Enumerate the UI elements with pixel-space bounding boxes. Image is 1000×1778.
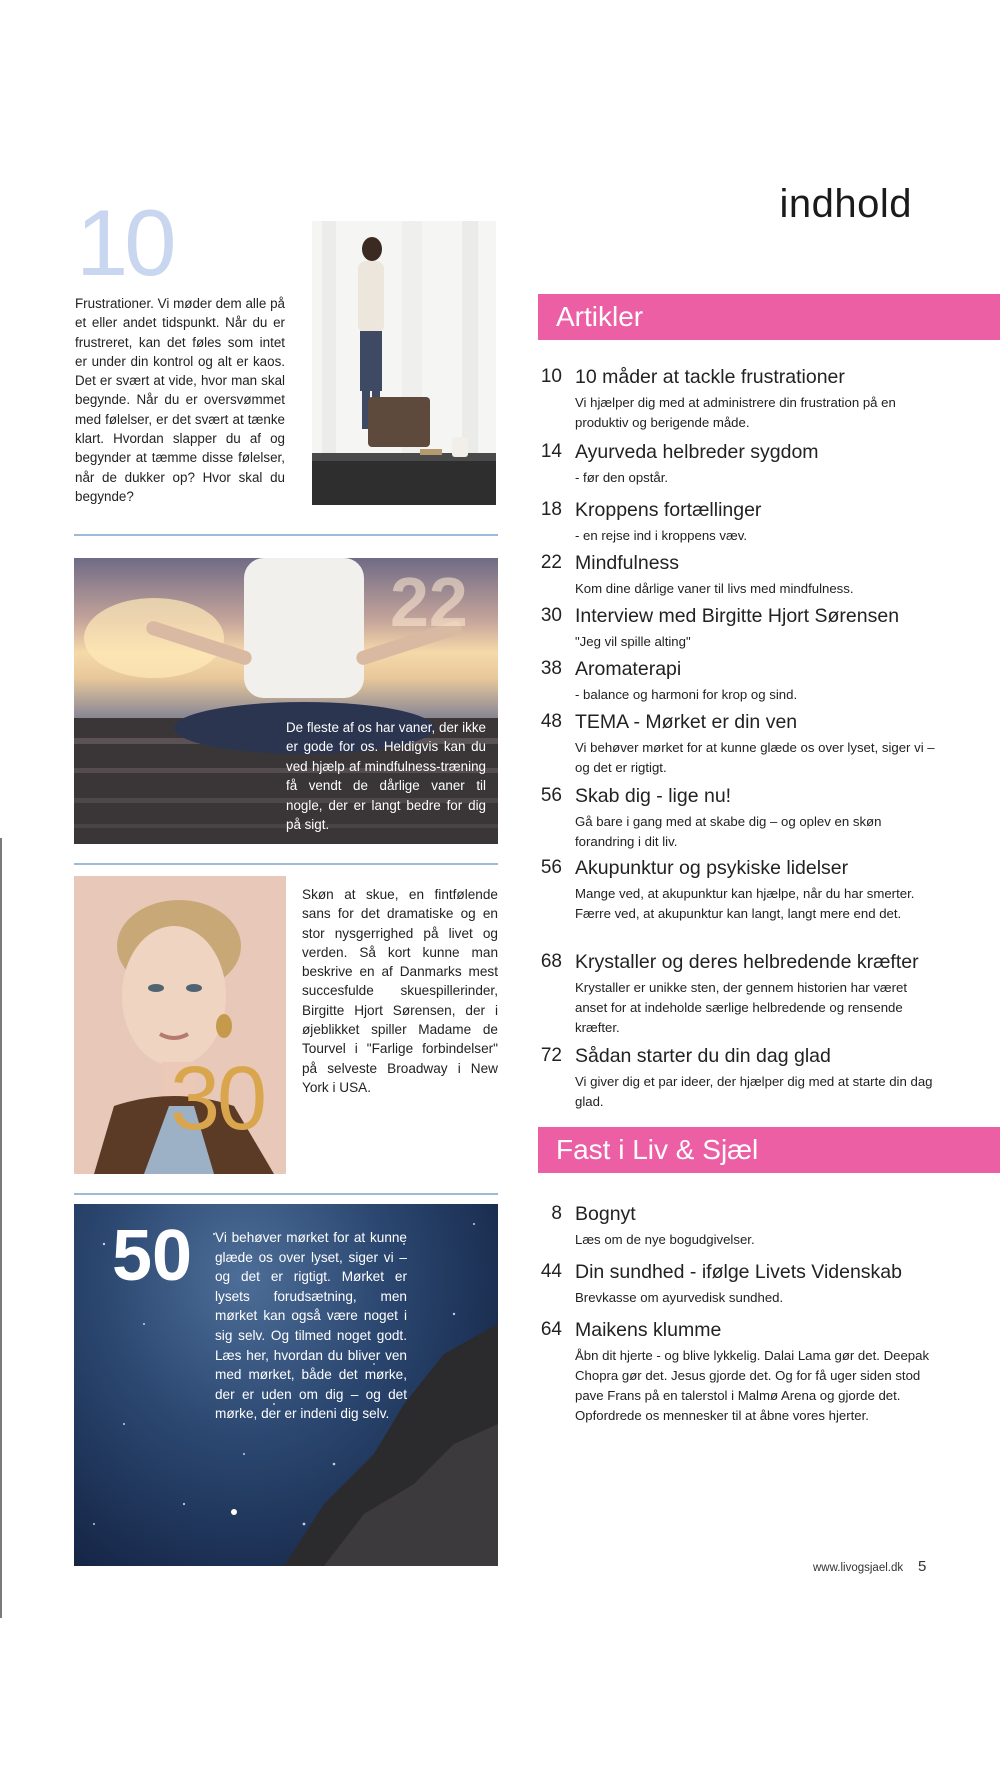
feature-50-text: Vi behøver mørket for at kunne glæde os over lyset, siger vi – og det er rigtigt. Mørket er lysets forudsætning, men mørket kan også være noget i sig selv. Og tilmed noget godt. Læs her, hvordan du bliver ven med mørket, både det mørke, der er uden om dig – og det mørke, der er indeni dig selv. xyxy=(215,1230,407,1422)
toc-page-number: 10 xyxy=(540,366,562,387)
toc-title: Din sundhed - ifølge Livets Videnskab xyxy=(575,1261,902,1283)
toc-page-number: 56 xyxy=(540,785,562,806)
page-title: indhold xyxy=(779,182,912,226)
toc-description: Åbn dit hjerte - og blive lykkelig. Dalai Lama gør det. Deepak Chopra gør det. Jesus gjorde det. Og for få uger siden stod pave Frans på en talerstol i Malmø Arena og gjorde det. Opfordrede os mennesker til at åbne vores hjerter. xyxy=(575,1348,930,1423)
toc-page-number: 38 xyxy=(540,658,562,679)
toc-description: Vi giver dig et par ideer, der hjælper dig med at starte din dag glad. xyxy=(575,1074,933,1109)
footer-url[interactable]: www.livogsjael.dk xyxy=(813,1562,904,1574)
toc-page-number: 22 xyxy=(540,552,562,573)
toc-description: Gå bare i gang med at skabe dig – og oplev en skøn forandring i dit liv. xyxy=(575,814,882,849)
toc-title: Skab dig - lige nu! xyxy=(575,785,732,807)
toc-description: Vi behøver mørket for at kunne glæde os over lyset, siger vi – og det er rigtigt. xyxy=(575,740,935,775)
toc-title: Krystaller og deres helbredende kræfter xyxy=(575,951,919,973)
page-number: 5 xyxy=(918,1558,927,1575)
page-edge-line xyxy=(0,838,2,1618)
toc-page-number: 8 xyxy=(551,1203,562,1224)
toc-title: Kroppens fortællinger xyxy=(575,499,762,521)
toc-page-number: 64 xyxy=(540,1319,562,1340)
section-banner-fast: Fast i Liv & Sjæl xyxy=(538,1127,1000,1173)
feature-10-text: Frustrationer. Vi møder dem alle på et eller andet tidspunkt. Når du er frustreret, kan det føles som intet er under din kontrol og alt er kaos. Det er svært at vide, hvor man skal begynde. Når du er oversvømmet med følelser, er det svært at tænke klart. Hvordan slapper du af og begynder at tæmme disse følelser, når de dukker op? Hvor skal du begynde? xyxy=(75,296,285,504)
toc-description: Vi hjælper dig med at administrere din frustration på en produktiv og berigende måde. xyxy=(575,395,896,430)
toc-title: Akupunktur og psykiske lidelser xyxy=(575,857,849,879)
toc-description: Krystaller er unikke sten, der gennem historien har været anset for at indeholde særlige helbredende og rensende kræfter. xyxy=(575,980,908,1035)
toc-page-number: 30 xyxy=(540,605,562,626)
feature-22-number: 22 xyxy=(390,563,468,641)
feature-10-number: 10 xyxy=(76,190,173,295)
toc-title: Bognyt xyxy=(575,1203,636,1225)
toc-description: - før den opstår. xyxy=(575,470,669,485)
toc-page-number: 48 xyxy=(540,711,562,732)
toc-description: Brevkasse om ayurvedisk sundhed. xyxy=(575,1290,784,1305)
toc-title: Aromaterapi xyxy=(575,658,682,680)
section-divider xyxy=(74,863,498,865)
toc-description: - en rejse ind i kroppens væv. xyxy=(575,528,748,543)
toc-page-number: 68 xyxy=(540,951,562,972)
toc-title: Sådan starter du din dag glad xyxy=(575,1045,831,1067)
toc-page-number: 14 xyxy=(540,441,562,462)
toc-page-number: 44 xyxy=(540,1261,562,1282)
toc-page-number: 72 xyxy=(540,1045,562,1066)
section-divider xyxy=(74,1193,498,1195)
section-banner-artikler: Artikler xyxy=(538,294,1000,340)
toc-description: "Jeg vil spille alting" xyxy=(575,634,691,649)
toc-page-number: 56 xyxy=(540,857,562,878)
toc-description: Mange ved, at akupunktur kan hjælpe, når du har smerter. Færre ved, at akupunktur kan langt, langt mere end det. xyxy=(575,886,915,921)
toc-description: - balance og harmoni for krop og sind. xyxy=(575,687,798,702)
toc-title: Maikens klumme xyxy=(575,1319,722,1341)
feature-10-photo xyxy=(312,221,496,505)
toc-title: Ayurveda helbreder sygdom xyxy=(575,441,819,463)
toc-title: 10 måder at tackle frustrationer xyxy=(575,366,845,388)
toc-description: Kom dine dårlige vaner til livs med mindfulness. xyxy=(575,581,854,596)
section-divider xyxy=(74,534,498,536)
toc-page-number: 18 xyxy=(540,499,562,520)
feature-30-number: 30 xyxy=(170,1049,265,1149)
feature-30-text: Skøn at skue, en fintfølende sans for det dramatiske og en stor nysgerrighed på livet og verden. Så kort kunne man beskrive en af Danmarks mest succesfulde skuespillerinder, Birgitte Hjort Sørensen, der i øjeblikket spiller Madame de Tourvel i "Farlige forbindelser" på selveste Broadway i New York i USA. xyxy=(302,887,498,1095)
feature-22-text: De fleste af os har vaner, der ikke er gode for os. Heldigvis kan du ved hjælp af mindfulness-træning få vendt de dårlige vaner til nogle, der er langt bedre for dig på sigt. xyxy=(286,720,486,833)
toc-title: TEMA - Mørket er din ven xyxy=(575,711,798,733)
toc-description: Læs om de nye bogudgivelser. xyxy=(575,1232,755,1247)
toc-title: Mindfulness xyxy=(575,552,680,574)
feature-50-number: 50 xyxy=(112,1216,193,1296)
toc-title: Interview med Birgitte Hjort Sørensen xyxy=(575,605,900,627)
